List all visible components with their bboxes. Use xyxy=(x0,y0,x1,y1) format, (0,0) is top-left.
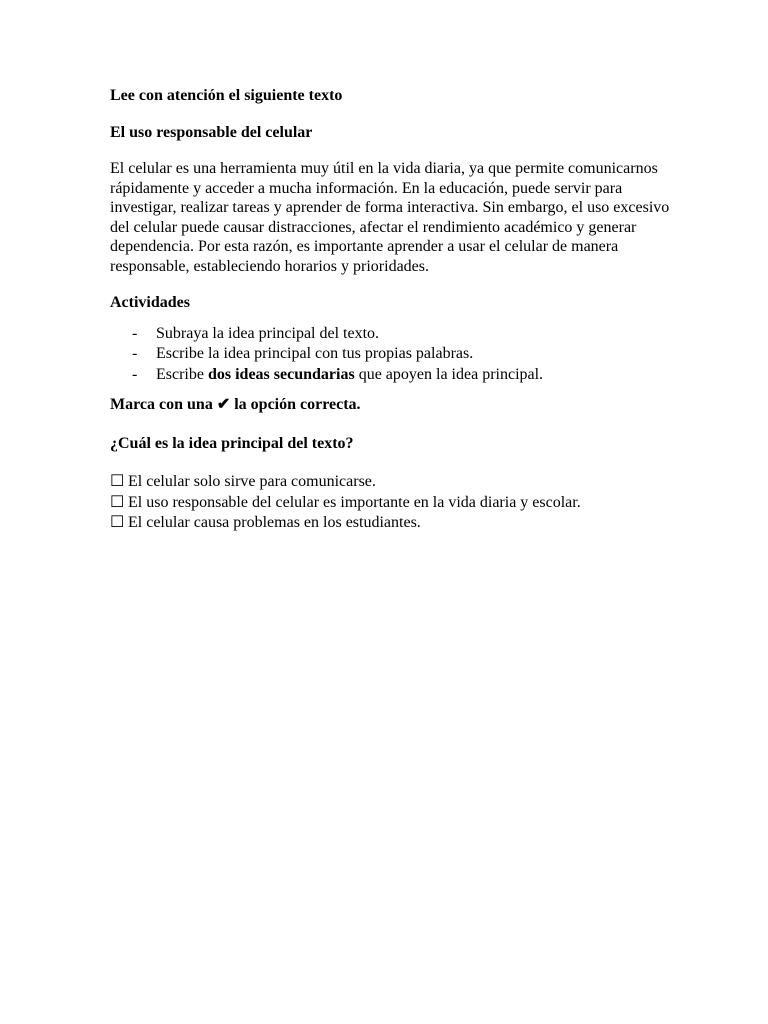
activity-text-before: Escribe xyxy=(156,365,208,383)
activity-item xyxy=(110,324,670,345)
dash-bullet: - xyxy=(132,365,138,383)
instruction-heading: Marca con una ✔ la opción correcta. xyxy=(110,396,361,413)
reading-paragraph: El celular es una herramienta muy útil en la vida diaria, ya que permite comunicarnos rápidamente y acceder a mucha información. En la educación, puede servir para investigar, realizar tareas y aprender de forma interactiva. Sin embargo, el uso excesivo del celular puede causar distracciones, afectar el rendimiento académico y generar dependencia. Por esta razón, es importante aprender a usar el celular de manera responsable, estableciendo horarios y prioridades. xyxy=(110,160,670,275)
activities-heading: Actividades xyxy=(110,294,190,311)
activity-text xyxy=(156,365,543,386)
answer-option[interactable] xyxy=(110,513,670,534)
activity-text: Escribe la idea principal con tus propias palabras. xyxy=(156,345,474,362)
activity-text-after: que apoyen la idea principal. xyxy=(354,365,544,383)
option-text: El celular causa problemas en los estudiantes. xyxy=(128,514,421,531)
checkbox-icon[interactable]: ☐ xyxy=(110,514,125,531)
dash-bullet: - xyxy=(132,345,138,362)
activity-item xyxy=(110,344,670,365)
activity-text: Subraya la idea principal del texto. xyxy=(156,324,380,342)
activity-text-bold: dos ideas secundarias xyxy=(207,365,355,383)
answer-options xyxy=(110,472,670,534)
page-title: Lee con atención el siguiente texto xyxy=(110,87,343,104)
dash-bullet: - xyxy=(132,324,138,342)
checkbox-icon[interactable]: ☐ xyxy=(110,493,125,511)
activities-list xyxy=(110,324,670,386)
text-title: El uso responsable del celular xyxy=(110,123,313,141)
answer-option[interactable] xyxy=(110,493,670,514)
checkbox-icon[interactable]: ☐ xyxy=(110,473,125,490)
question-heading: ¿Cuál es la idea principal del texto? xyxy=(110,434,354,452)
answer-option[interactable] xyxy=(110,472,670,493)
option-text: El uso responsable del celular es importante en la vida diaria y escolar. xyxy=(128,493,581,511)
activity-item xyxy=(110,365,670,386)
option-text: El celular solo sirve para comunicarse. xyxy=(128,473,376,490)
document-page xyxy=(110,86,670,534)
